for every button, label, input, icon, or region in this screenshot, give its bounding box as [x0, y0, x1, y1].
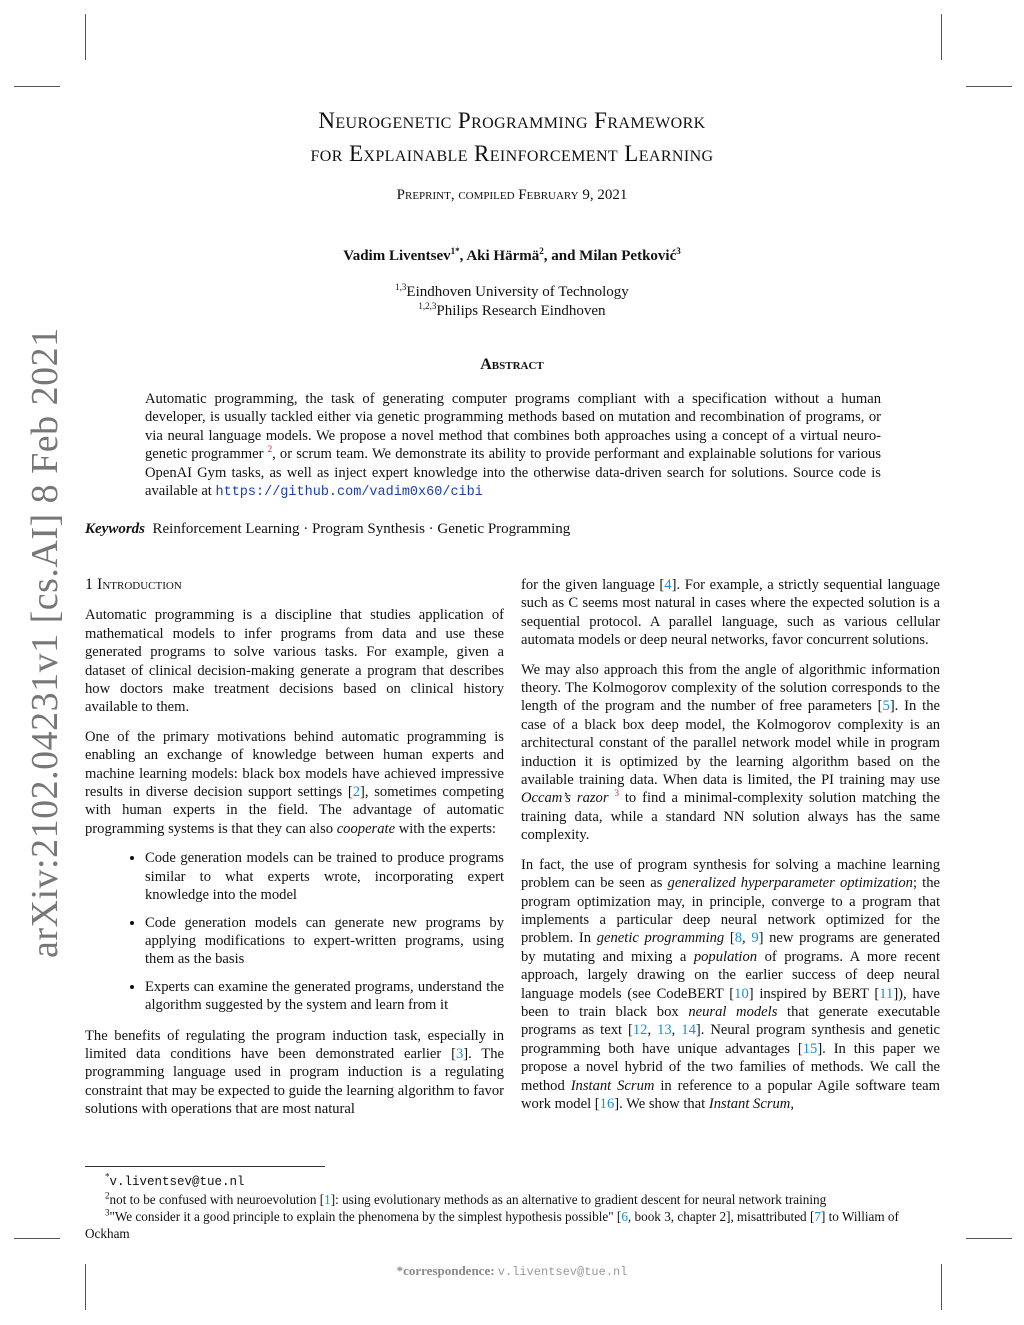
paper-title [0, 104, 1024, 170]
footnotes [85, 1172, 943, 1242]
citation-link[interactable]: 7 [814, 1209, 821, 1224]
citation-link[interactable]: 1 [324, 1192, 331, 1207]
abstract-text-2: , or scrum team. We demonstrate its ability to provide performant and explainable solutions for various OpenAI Gym tasks, as well as inject expert knowledge into the otherwise data-driven search for solutions. Source code is available at [145, 446, 881, 500]
right-column [521, 576, 940, 1124]
crop-mark [941, 14, 942, 60]
keywords-list: Reinforcement Learning · Program Synthesis · Genetic Programming [152, 521, 571, 537]
citation-link[interactable]: 6 [621, 1209, 628, 1224]
right-paragraph-3: In fact, the use of program synthesis for solving a machine learning problem can be seen as generalized hyperparameter optimization; the program optimization may, in principle, converge to a program that implements a particular deep neural network optimized for the problem. In genetic programming [8, 9] new programs are generated by mutating and mixing a population of programs. A more recent approach, largely drawing on the earlier success of deep neural language models (see CodeBERT [10] inspired by BERT [11]), have been to train black box neural models that generate executable programs as text [12, 13, 14]. Neural program synthesis and genetic programming both have unique advantages [15]. In this paper we propose a novel hybrid of the two families of methods. We call the method Instant Scrum in reference to a popular Agile software team work model [16]. We show that Instant Scrum, [521, 856, 941, 1112]
footnote-ref-2[interactable]: 2 [267, 444, 273, 455]
author-list: Vadim Liventsev$^{1*}$, Aki Härmä$^2$, and Milan Petković$^3$ [343, 246, 681, 264]
citation-link[interactable]: 10 [734, 985, 749, 1002]
affiliation-1-sup: 1,3 [395, 282, 407, 292]
correspondence-email: v.liventsev@tue.nl [497, 1265, 628, 1279]
citation-link[interactable]: 2 [352, 784, 361, 801]
crop-mark [85, 14, 86, 60]
affiliation-1-name: Eindhoven University of Technology [406, 284, 629, 300]
right-paragraph-2: We may also approach this from the angle of algorithmic information theory. The Kolmogorov complexity of the solution corresponds to the length of the program and the number of free parameters [5]. In the case of a black box deep model, the Kolmogorov complexity is an architectural constant of the parallel network model while in program induction it is optimized by the learning algorithm based on the available training data. When data is limited, the PI training may use Occam’s razor $^3$ to find a minimal-complexity solution matching the training data, while a standard NN solution always has the same complexity. [521, 661, 940, 844]
crop-mark [966, 1238, 1012, 1239]
intro-paragraph-2: One of the primary motivations behind automatic programming is enabling an exchange of knowledge between human experts and machine learning models: black box models have achieved impressive results in diverse decision support settings [2], sometimes competing with human experts in the field. The advantage of automatic programming systems is that they can also cooperate with the experts: [85, 728, 504, 837]
left-column [85, 576, 504, 1130]
preprint-line: Preprint, compiled February 9, 2021 [396, 187, 628, 203]
footnote-1: *v.liventsev@tue.nl [105, 1171, 245, 1189]
author-3: and Milan Petković [551, 248, 677, 264]
intro-paragraph-3: The benefits of regulating the program induction task, especially in limited data conditions have been demonstrated earlier [3]. The programming language used in program induction is a regulating constraint that may be expected to guide the learning algorithm to favor solutions with operations that are most natural [85, 1027, 504, 1118]
citation-link[interactable]: 9 [751, 930, 759, 947]
crop-mark [14, 1238, 60, 1239]
section-heading-introduction: 1 Introduction [85, 576, 182, 593]
crop-mark [966, 86, 1012, 87]
list-item: • Code generation models can generate new programs by applying modifications to expert-written programs, using them as the basis [145, 914, 504, 969]
citation-link[interactable]: 8 [734, 930, 743, 947]
arxiv-stamp: arXiv:2102.04231v1 [cs.AI] 8 Feb 2021 [24, 327, 66, 958]
footnote-3: $^3$"We consider it a good principle to explain the phenomena by the simplest hypothesis possible" [6, book 3, chapter 2], misattributed [7] to William of Ockham [85, 1207, 899, 1241]
footnote-rule [85, 1166, 325, 1167]
author-2: Aki Härmä [466, 248, 540, 264]
footnote-ref-3[interactable]: 3 [614, 788, 619, 799]
abstract-heading: Abstract [480, 356, 544, 373]
author-1-sup: 1* [450, 246, 460, 256]
citation-link[interactable]: 4 [664, 577, 672, 593]
affiliation-1 [0, 284, 1024, 301]
affiliation-2-sup: 1,2,3 [418, 301, 437, 311]
title-line-2: for Explainable Reinforcement Learning [310, 141, 714, 166]
citation-link[interactable]: 5 [882, 698, 890, 715]
citation-link[interactable]: 13 [657, 1022, 672, 1039]
crop-mark [14, 86, 60, 87]
citation-link[interactable]: 11 [879, 985, 894, 1002]
citation-link[interactable]: 15 [802, 1040, 818, 1057]
citation-link[interactable]: 3 [455, 1045, 464, 1062]
abstract-body [145, 390, 881, 502]
citation-link[interactable]: 12 [632, 1022, 648, 1039]
right-paragraph-1: for the given language [4]. For example, a strictly sequential language such as C seems most natural in cases where the expected solution is a sequential protocol. A parallel language, such as various cellular automata models or deep neural networks, favor concurrent solutions. [521, 577, 940, 649]
citation-link[interactable]: 16 [599, 1095, 615, 1112]
correspondence-line [0, 1263, 1024, 1279]
affiliation-2 [0, 303, 1024, 320]
keywords-label: Keywords [85, 521, 145, 537]
author-3-sup: 3 [676, 246, 681, 256]
author-1: Vadim Liventsev [343, 248, 451, 264]
author-2-sup: 2 [539, 246, 544, 256]
abstract-text-1: Automatic programming, the task of generating computer programs compliant with a specification without a human developer, is usually tackled either via genetic programming methods based on mutation and recombination of programs, or via neural language models. We propose a novel method that combines both approaches using a concept of a virtual neuro-genetic programmer [145, 391, 881, 463]
title-line-1: Neurogenetic Programming Framework [318, 108, 706, 133]
intro-paragraph-1: Automatic programming is a discipline that studies application of mathematical models to infer programs from data and use these generated programs to solve various tasks. For example, given a dataset of clinical decision-making generate a program that describes how doctors make treatment decisions based on clinical history available to them. [85, 607, 504, 716]
source-code-link[interactable]: https://github.com/vadim0x60/cibi [215, 485, 483, 501]
footnote-2: $^2$not to be confused with neuroevolution [1]: using evolutionary methods as an alternative to gradient descent for neural network training [105, 1190, 827, 1207]
keywords [85, 521, 570, 538]
affiliation-2-name: Philips Research Eindhoven [436, 303, 606, 319]
list-item: • Experts can examine the generated programs, understand the algorithm suggested by the system and learn from it [145, 978, 504, 1015]
citation-link[interactable]: 14 [681, 1022, 696, 1039]
correspondence-label: *correspondence: [396, 1263, 495, 1278]
bullet-list [85, 849, 504, 1014]
author-email: v.liventsev@tue.nl [109, 1175, 245, 1189]
list-item: • Code generation models can be trained to produce programs similar to what experts wrote, incorporating expert knowledge into the model [145, 849, 504, 904]
